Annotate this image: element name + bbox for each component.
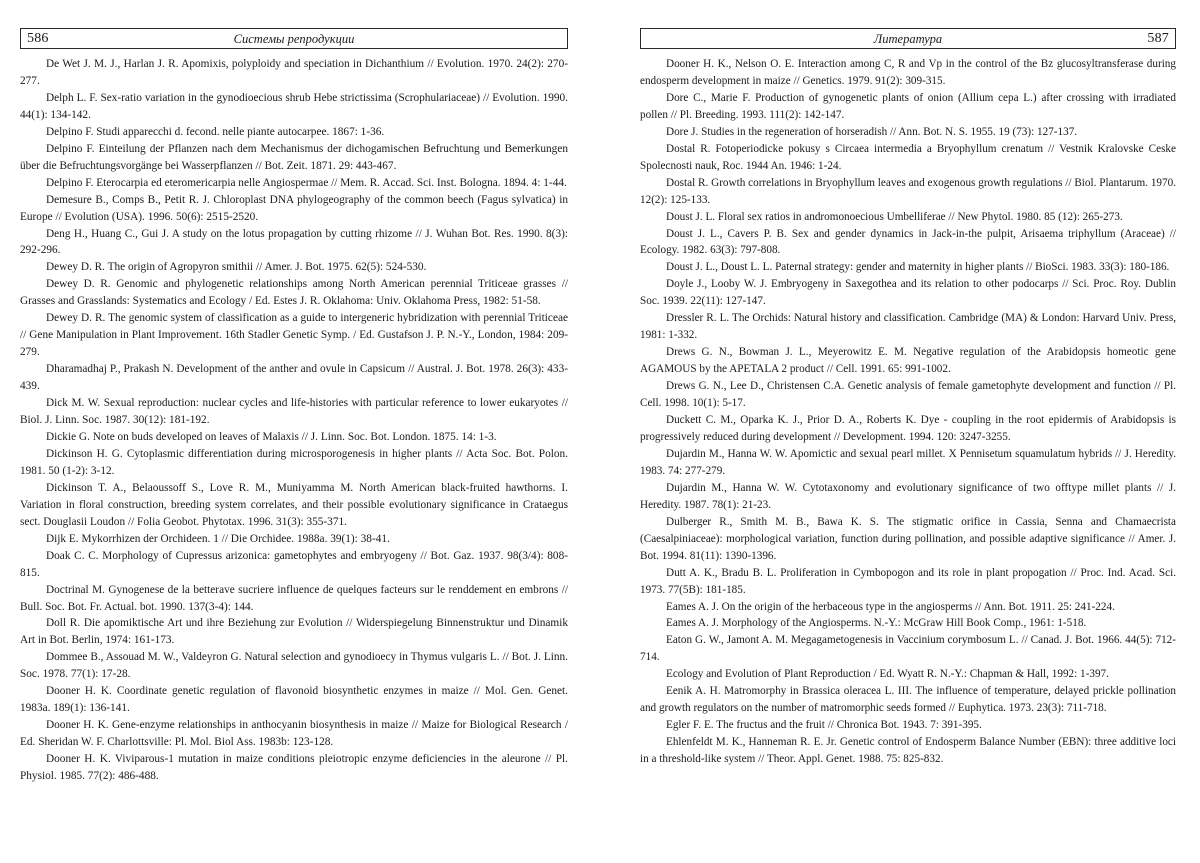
left-page-header	[20, 28, 568, 49]
bibliography-entry: Dutt A. K., Bradu B. L. Proliferation in Cymbopogon and its role in plant propogation // Proc. Ind. Acad. Sci. 1973. 77(5B): 181-185.	[640, 566, 1176, 596]
bibliography-entry: Drews G. N., Lee D., Christensen C.A. Genetic analysis of female gametophyte development and function // Pl. Cell. 1998. 10(1): 5-17.	[640, 380, 1176, 410]
bibliography-entry: Eames A. J. On the origin of the herbaceous type in the angiosperms // Ann. Bot. 1911. 25: 241-224.	[666, 600, 1115, 613]
bibliography-entry: Delpino F. Einteilung der Pflanzen nach dem Mechanismus der dichogamischen Befruchtung und Bemerkungen über die Befruchtungsvorgänge bei Wasserpflanzen // Bot. Zeit. 1871. 29: 443-467.	[20, 142, 568, 172]
bibliography-entry: De Wet J. M. J., Harlan J. R. Apomixis, polyploidy and speciation in Dichanthium // Evolution. 1970. 24(2): 270-277.	[20, 58, 568, 87]
bibliography-entry: Drews G. N., Bowman J. L., Meyerowitz E. M. Negative regulation of the Arabidopsis homeotic gene AGAMOUS by the APETALA 2 product // Cell. 1991. 65: 991-1002.	[640, 346, 1176, 376]
bibliography-entry: Doust J. L. Floral sex ratios in andromonoecious Umbelliferae // New Phytol. 1980. 85 (12): 265-273.	[666, 210, 1123, 223]
right-page	[640, 0, 1176, 863]
bibliography-entry: Delph L. F. Sex-ratio variation in the gynodioecious shrub Hebe strictissima (Scrophulariaceae) // Evolution. 1990. 44(1): 134-142.	[20, 91, 568, 121]
bibliography-entry: Ecology and Evolution of Plant Reproduction / Ed. Wyatt R. N.-Y.: Chapman & Hall, 1992: 1-397.	[666, 668, 1109, 681]
bibliography-entry: Dijk E. Mykorrhizen der Orchideen. 1 // Die Orchidee. 1988a. 39(1): 38-41.	[46, 532, 390, 545]
bibliography-entry: Dewey D. R. Genomic and phylogenetic relationships among North American perennial Triticeae grasses // Grasses and Grasslands: Systematics and Ecology / Ed. Estes J. R. Oklahoma: Univ. Oklahoma Press, 1982: 51-58.	[20, 278, 568, 308]
bibliography-entry: Dostal R. Fotoperiodicke pokusy s Circaea intermedia a Bryophyllum crenatum // Vestnik Kralovske Ceske Spolecnosti nauk, Roc. 1944 An. 1946: 1-24.	[640, 142, 1176, 172]
bibliography-entry: Dulberger R., Smith M. B., Bawa K. S. The stigmatic orifice in Cassia, Senna and Chamaecrista (Caesalpiniaceae): morphological variation, function during pollination, and possible adaptive significance // Amer. J. Bot. 1994. 81(11): 1390-1396.	[640, 515, 1176, 562]
right-page-header	[640, 28, 1176, 49]
bibliography-entry: Deng H., Huang C., Gui J. A study on the lotus propagation by cutting rhizome // J. Wuhan Bot. Res. 1990. 8(3): 292-296.	[20, 227, 568, 257]
left-running-head: Системы репродукции	[233, 32, 355, 46]
bibliography-entry: Dick M. W. Sexual reproduction: nuclear cycles and life-histories with particular reference to lower eukaryotes // Biol. J. Linn. Soc. 1987. 30(12): 181-192.	[20, 397, 568, 427]
bibliography-entry: Dickie G. Note on buds developed on leaves of Malaxis // J. Linn. Soc. Bot. London. 1875. 14: 1-3.	[46, 430, 497, 443]
bibliography-entry: Dewey D. R. The genomic system of classification as a guide to intergeneric hybridization with perennial Triticeae // Gene Manipulation in Plant Improvement. 16th Stadler Genetic Symp. / Ed. Gustafson J. P. N.-Y., London, 1984: 209-279.	[20, 312, 568, 359]
bibliography-entry: Dujardin M., Hanna W. W. Apomictic and sexual pearl millet. X Pennisetum squamulatum hybrids // J. Heredity. 1983. 74: 277-279.	[640, 447, 1176, 477]
bibliography-entry: Dharamadhaj P., Prakash N. Development of the anther and ovule in Capsicum // Austral. J. Bot. 1978. 26(3): 433-439.	[20, 363, 568, 393]
bibliography-entry: Dewey D. R. The origin of Agropyron smithii // Amer. J. Bot. 1975. 62(5): 524-530.	[46, 261, 427, 274]
bibliography-entry: Dickinson H. G. Cytoplasmic differentiation during microsporogenesis in higher plants // Acta Soc. Bot. Polon. 1981. 50 (1-2): 3-12.	[20, 447, 568, 477]
bibliography-entry: Dickinson T. A., Belaoussoff S., Love R. M., Muniyamma M. North American black-fruited hawthorns. I. Variation in floral construction, breeding system correlates, and their possible evolutionary significance in Crataegus sect. Douglasii Loudon // Folia Geobot. Phytotax. 1996. 31(3): 355-371.	[20, 481, 568, 528]
bibliography-entry: Ehlenfeldt M. K., Hanneman R. E. Jr. Genetic control of Endosperm Balance Number (EBN): three additive loci in a threshold-like system // Theor. Appl. Genet. 1988. 75: 825-832.	[640, 736, 1176, 766]
bibliography-entry: Dostal R. Growth correlations in Bryophyllum leaves and exogenous growth regulations // Biol. Plantarum. 1970. 12(2): 125-133.	[640, 176, 1176, 206]
bibliography-entry: Dressler R. L. The Orchids: Natural history and classification. Cambridge (MA) & London: Harvard Univ. Press, 1981: 1-332.	[640, 312, 1176, 342]
bibliography-entry: Dore C., Marie F. Production of gynogenetic plants of onion (Allium cepa L.) after crossing with irradiated pollen // Pl. Breeding. 1993. 111(2): 142-147.	[640, 91, 1176, 121]
left-page-number: 586	[27, 31, 49, 46]
right-bibliography-list	[640, 56, 1176, 768]
left-page	[20, 0, 568, 863]
bibliography-entry: Dooner H. K. Coordinate genetic regulation of flavonoid biosynthetic enzymes in maize // Mol. Gen. Genet. 1983a. 189(1): 136-141.	[20, 685, 568, 715]
bibliography-entry: Delpino F. Studi apparecchi d. fecond. nelle piante autocarpee. 1867: 1-36.	[46, 125, 385, 138]
bibliography-entry: Doust J. L., Cavers P. B. Sex and gender dynamics in Jack-in-the pulpit, Arisaema triphyllum (Araceae) // Ecology. 1982. 63(3): 797-808.	[640, 227, 1176, 257]
bibliography-entry: Doyle J., Looby W. J. Embryogeny in Saxegothea and its relation to other podocarps // Sci. Proc. Roy. Dublin Soc. 1939. 22(11): 127-147.	[640, 278, 1176, 308]
bibliography-entry: Doctrinal M. Gynogenese de la betterave sucriere influence de quelques facteurs sur le renddement en embrons // Bull. Soc. Bot. Fr. Actual. bot. 1990. 137(3-4): 144.	[20, 583, 568, 613]
bibliography-entry: Dooner H. K. Gene-enzyme relationships in anthocyanin biosynthesis in maize // Maize for Biological Research / Ed. Sheridan W. F. Charlottsville: Pl. Mol. Biol Ass. 1983b: 123-128.	[20, 719, 568, 749]
bibliography-entry: Dore J. Studies in the regeneration of horseradish // Ann. Bot. N. S. 1955. 19 (73): 127-137.	[666, 125, 1078, 138]
bibliography-entry: Dooner H. K., Nelson O. E. Interaction among C, R and Vp in the control of the Bz glucosyltransferase during endosperm development in maize // Genetics. 1979. 91(2): 309-315.	[640, 58, 1176, 87]
bibliography-entry: Doll R. Die apomiktische Art und ihre Beziehung zur Evolution // Widerspiegelung Binnenstruktur und Dinamik Art in Bot. Berlin, 1974: 161-173.	[20, 617, 568, 647]
bibliography-entry: Eaton G. W., Jamont A. M. Megagametogenesis in Vaccinium corymbosum L. // Canad. J. Bot. 1966. 44(5): 712-714.	[640, 634, 1176, 664]
bibliography-entry: Eames A. J. Morphology of the Angiosperms. N.-Y.: McGraw Hill Book Comp., 1961: 1-518.	[666, 617, 1087, 630]
bibliography-entry: Eenik A. H. Matromorphy in Brassica oleracea L. III. The influence of temperature, delayed prickle pollination and growth regulators on the number of matromorphic seeds formed // Euphytica. 1973. 23(3): 711-718.	[640, 685, 1176, 715]
bibliography-entry: Dujardin M., Hanna W. W. Cytotaxonomy and evolutionary significance of two offtype millet plants // J. Heredity. 1987. 78(1): 21-23.	[640, 481, 1176, 511]
left-bibliography-list	[20, 56, 568, 785]
bibliography-entry: Doust J. L., Doust L. L. Paternal strategy: gender and maternity in higher plants // BioSci. 1983. 33(3): 180-186.	[666, 261, 1170, 274]
bibliography-entry: Dommee B., Assouad M. W., Valdeyron G. Natural selection and gynodioecy in Thymus vulgaris L. // Bot. J. Linn. Soc. 1978. 77(1): 17-28.	[20, 651, 568, 681]
bibliography-entry: Doak C. C. Morphology of Cupressus arizonica: gametophytes and embryogeny // Bot. Gaz. 1937. 98(3/4): 808-815.	[20, 549, 568, 579]
bibliography-entry: Egler F. E. The fructus and the fruit // Chronica Bot. 1943. 7: 391-395.	[666, 719, 982, 732]
right-page-number: 587	[1147, 31, 1169, 46]
bibliography-entry: Duckett C. M., Oparka K. J., Prior D. A., Roberts K. Dye - coupling in the root epidermis of Arabidopsis is progressively reduced during development // Development. 1994. 120: 3247-3255.	[640, 414, 1176, 443]
bibliography-entry: Demesure B., Comps B., Petit R. J. Chloroplast DNA phylogeography of the common beech (Fagus sylvatica) in Europe // Evolution (USA). 1996. 50(6): 2515-2520.	[20, 193, 568, 223]
right-running-head: Литература	[873, 32, 943, 46]
bibliography-entry: Dooner H. K. Viviparous-1 mutation in maize conditions pleiotropic enzyme deficiencies in the aleurone // Pl. Physiol. 1985. 77(2): 486-488.	[20, 753, 568, 783]
bibliography-entry: Delpino F. Eterocarpia ed eteromericarpia nelle Angiospermae // Mem. R. Accad. Sci. Inst. Bologna. 1894. 4: 1-44.	[46, 176, 567, 189]
